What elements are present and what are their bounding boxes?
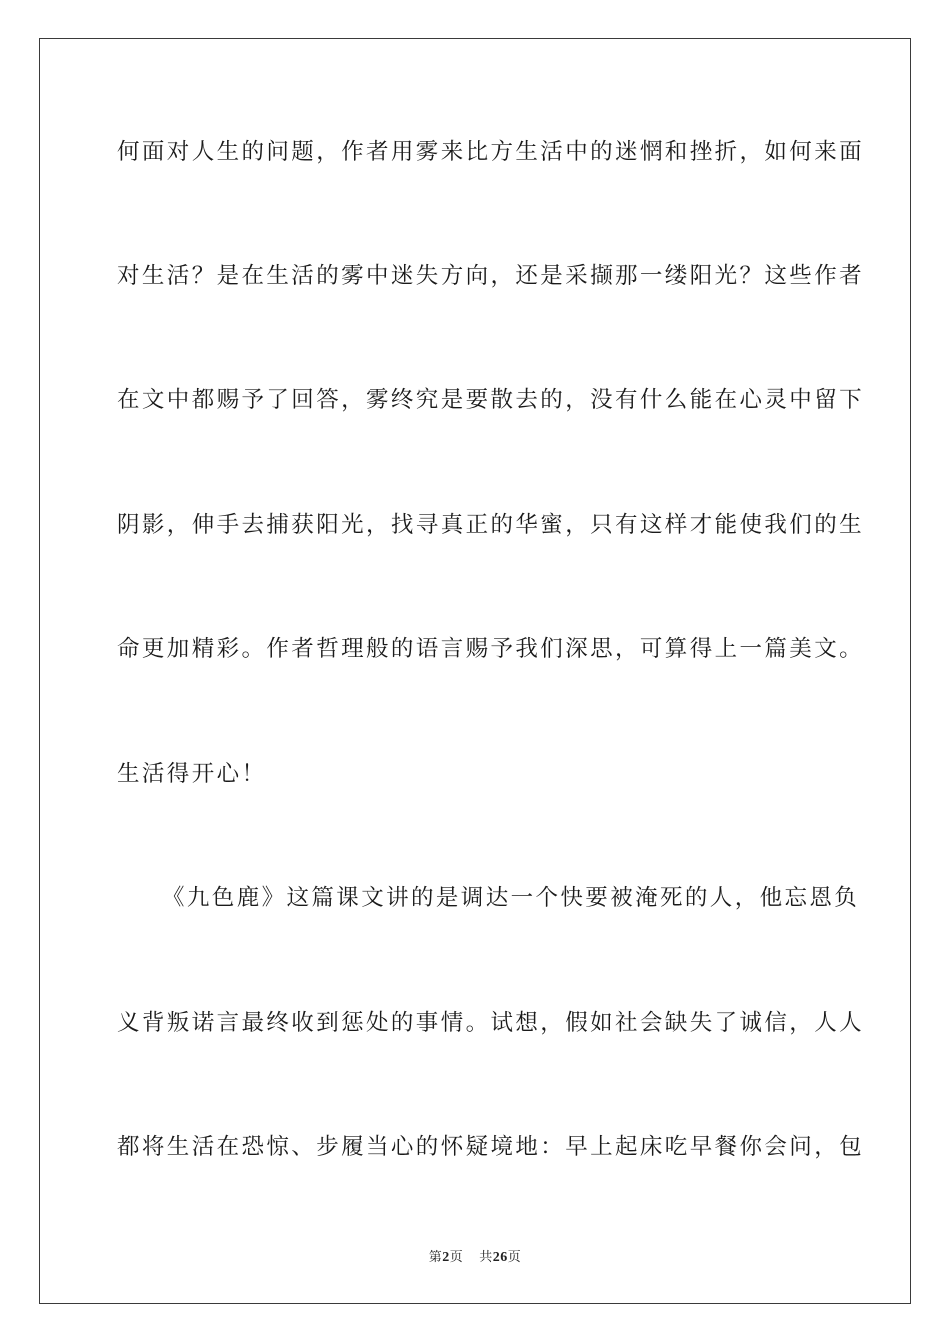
body-line-1: 何面对人生的问题，作者用雾来比方生活中的迷惘和挫折，如何来面 [117, 139, 865, 165]
footer-total-suffix: 页 [507, 1250, 522, 1265]
footer-total-prefix: 共 [479, 1250, 493, 1265]
footer-page-number: 2 [442, 1250, 450, 1265]
body-line-4: 阴影，伸手去捕获阳光，找寻真正的华蜜，只有这样才能使我们的生 [117, 512, 865, 538]
footer-page-prefix: 第 [428, 1250, 443, 1265]
body-line-2: 对生活？是在生活的雾中迷失方向，还是采撷那一缕阳光？这些作者 [117, 263, 865, 289]
body-line-5: 命更加精彩。作者哲理般的语言赐予我们深思，可算得上一篇美文。 [117, 636, 865, 662]
footer-page-suffix: 页 [449, 1250, 464, 1265]
page-footer [0, 1246, 950, 1266]
body-line-9: 都将生活在恐惊、步履当心的怀疑境地：早上起床吃早餐你会问，包 [117, 1134, 865, 1160]
footer-total-pages: 26 [492, 1250, 508, 1265]
body-line-8: 义背叛诺言最终收到惩处的事情。试想，假如社会缺失了诚信，人人 [117, 1010, 865, 1036]
body-line-3: 在文中都赐予了回答，雾终究是要散去的，没有什么能在心灵中留下 [117, 387, 865, 413]
body-line-7: 《九色鹿》这篇课文讲的是调达一个快要被淹死的人，他忘恩负 [162, 885, 860, 911]
body-line-6: 生活得开心！ [117, 761, 267, 787]
page-border [39, 38, 911, 1304]
